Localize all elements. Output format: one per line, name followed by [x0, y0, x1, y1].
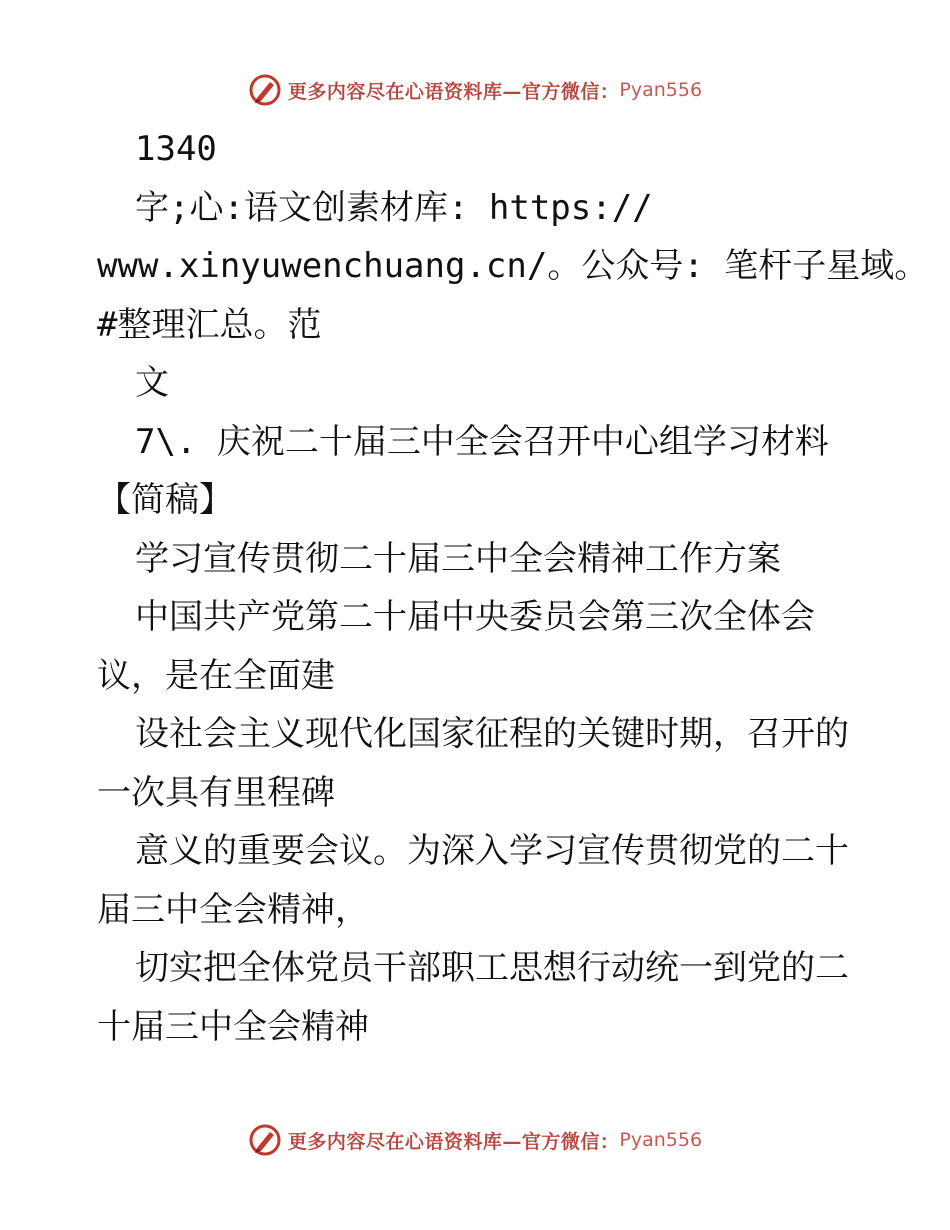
pen-logo-icon [248, 1123, 282, 1157]
document-title: 学习宣传贯彻二十届三中全会精神工作方案 [135, 538, 781, 579]
text-line: 字;心:语文创素材库: https:// [135, 187, 653, 228]
text-line: 意义的重要会议。为深入学习宣传贯彻党的二十 [135, 831, 849, 871]
pen-logo-icon [248, 73, 282, 107]
watermark-wechat-id: Pyan556 [619, 79, 703, 101]
section-heading: 7\. 庆祝二十届三中全会召开中心组学习材料 [135, 421, 829, 462]
text-line: 届三中全会精神， [97, 889, 369, 930]
watermark-text: 更多内容尽在心语资料库—官方微信： [287, 1130, 620, 1153]
text-line: 议，是在全面建 [97, 655, 335, 696]
text-line: 十届三中全会精神 [97, 1006, 369, 1047]
text-line: 1340 [135, 129, 217, 169]
watermark-text: 更多内容尽在心语资料库—官方微信： [287, 80, 620, 103]
text-line: 中国共产党第二十届中央委员会第三次全体会 [135, 597, 815, 637]
text-line: 一次具有里程碑 [97, 772, 335, 813]
watermark-wechat-id: Pyan556 [619, 1129, 703, 1151]
text-line: 设社会主义现代化国家征程的关键时期，召开的 [135, 714, 849, 754]
header-watermark [0, 70, 950, 110]
footer-watermark [0, 1120, 950, 1160]
text-line: #整理汇总。范 [97, 304, 322, 345]
text-line: 【简稿】 [97, 480, 233, 520]
document-body [97, 120, 929, 1056]
text-line: 文 [135, 363, 169, 403]
text-line: www.xinyuwenchuang.cn/。公众号: 笔杆子星域。 [97, 246, 929, 286]
text-line: 切实把全体党员干部职工思想行动统一到党的二 [135, 948, 849, 988]
